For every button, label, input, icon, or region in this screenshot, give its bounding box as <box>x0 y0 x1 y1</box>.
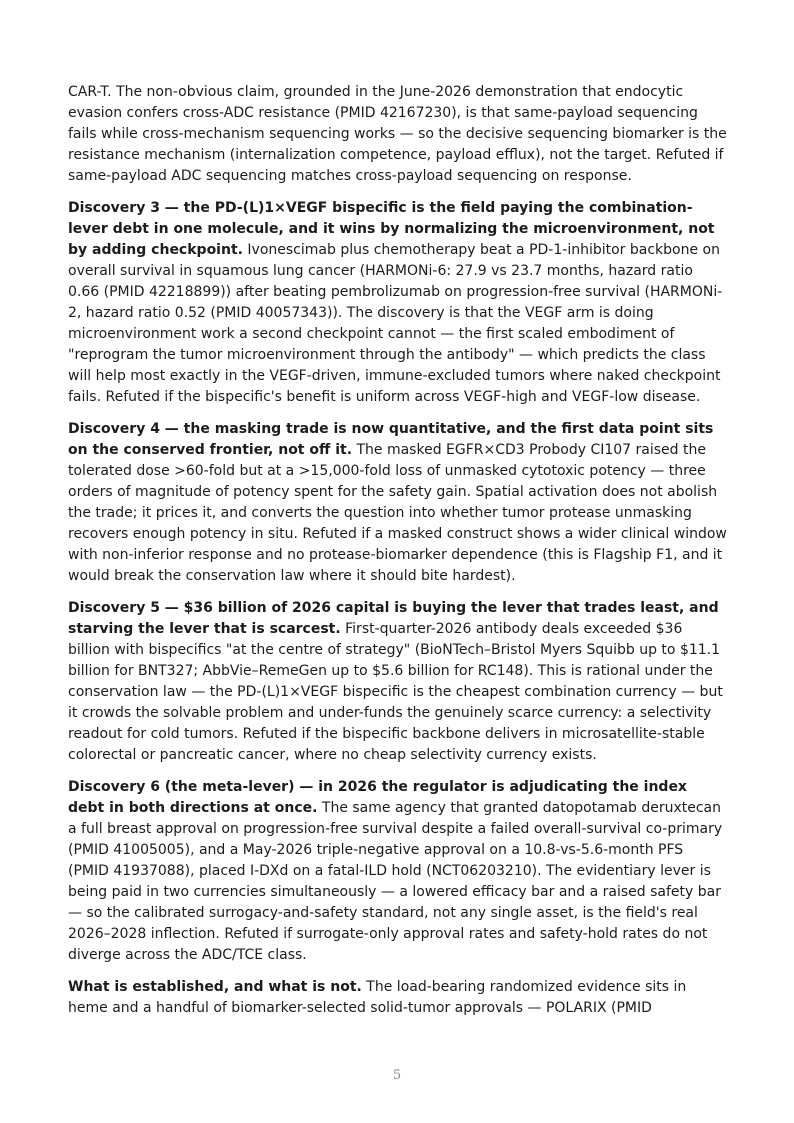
paragraph-text: Ivonescimab plus chemotherapy beat a PD-1-inhibitor backbone on overall survival in squamous lung cancer (HARMONi-6: 27.9 vs 23.7 months, hazard ratio 0.66 (PMID 42218899)) after beating pembrolizumab on progression-free survival (HARMONi-2, hazard ratio 0.52 (PMID 40057343)). The discovery is that the VEGF arm is doing microenvironment work a second checkpoint cannot — the first scaled embodiment of "reprogram the tumor microenvironment through the antibody" — which predicts the class will help most exactly in the VEGF-driven, immune-excluded tumors where naked checkpoint fails. Refuted if the bispecific's benefit is uniform across VEGF-high and VEGF-low disease. <box>68 242 723 405</box>
paragraph-heading: Discovery 6 (the meta-lever) — in 2026 the regulator is adjudicating the index debt in both directions at once. <box>68 779 687 816</box>
paragraph-heading: Discovery 5 — $36 billion of 2026 capital is buying the lever that trades least, and starving the lever that is scarcest. <box>68 600 719 637</box>
paragraph-discovery-3 <box>68 198 728 408</box>
paragraph-text: The masked EGFR×CD3 Probody CI107 raised the tolerated dose >60-fold but at a >15,000-fold loss of unmasked cytotoxic potency — three orders of magnitude of potency spent for the safety gain. Spatial activation does not abolish the trade; it prices it, and converts the question into whether tumor protease unmasking recovers enough potency in situ. Refuted if a masked construct shows a wider clinical window with non-inferior response and no protease-biomarker dependence (this is Flagship F1, and it would break the conservation law where it should bite hardest). <box>68 442 727 584</box>
paragraph-heading: Discovery 3 — the PD-(L)1×VEGF bispecific is the field paying the combination-lever debt in one molecule, and it wins by normalizing the microenvironment, not by adding checkpoint. <box>68 200 715 258</box>
paragraph-text: CAR-T. The non-obvious claim, grounded in the June-2026 demonstration that endocytic evasion confers cross-ADC resistance (PMID 42167230), is that same-payload sequencing fails while cross-mechanism sequencing works — so the decisive sequencing biomarker is the resistance mechanism (internalization competence, payload efflux), not the target. Refuted if same-payload ADC sequencing matches cross-payload sequencing on response. <box>68 84 727 184</box>
paragraph-text: First-quarter-2026 antibody deals exceeded $36 billion with bispecifics "at the centre of strategy" (BioNTech–Bristol Myers Squibb up to $11.1 billion for BNT327; AbbVie–RemeGen up to $5.6 billion for RC148). This is rational under the conservation law — the PD-(L)1×VEGF bispecific is the cheapest combination currency — but it crowds the solvable problem and under-funds the genuinely scarce currency: a selectivity readout for cold tumors. Refuted if the bispecific backbone delivers in microsatellite-stable colorectal or pancreatic cancer, where no cheap selectivity currency exists. <box>68 621 723 763</box>
paragraph-heading: What is established, and what is not. <box>68 979 362 995</box>
document-body <box>68 82 728 1030</box>
paragraph-text: The same agency that granted datopotamab deruxtecan a full breast approval on progression-free survival despite a failed overall-survival co-primary (PMID 41005005), and a May-2026 triple-negative approval on a 10.8-vs-5.6-month PFS (PMID 41937088), placed I-DXd on a fatal-ILD hold (NCT06203210). The evidentiary lever is being paid in two currencies simultaneously — a lowered efficacy bar and a raised safety bar — so the calibrated surrogacy-and-safety standard, not any single asset, is the field's real 2026–2028 inflection. Refuted if surrogate-only approval rates and safety-hold rates do not diverge across the ADC/TCE class. <box>68 800 723 963</box>
page-number: 5 <box>392 1068 402 1083</box>
paragraph-discovery-4 <box>68 419 728 587</box>
paragraph-discovery-5 <box>68 598 728 766</box>
paragraph-heading: Discovery 4 — the masking trade is now quantitative, and the first data point sits on the conserved frontier, not off it. <box>68 421 714 458</box>
paragraph-established <box>68 977 728 1019</box>
paragraph-continuation <box>68 82 728 187</box>
paragraph-text: The load-bearing randomized evidence sits in heme and a handful of biomarker-selected solid-tumor approvals — POLARIX (PMID <box>68 979 687 1016</box>
paragraph-discovery-6 <box>68 777 728 966</box>
